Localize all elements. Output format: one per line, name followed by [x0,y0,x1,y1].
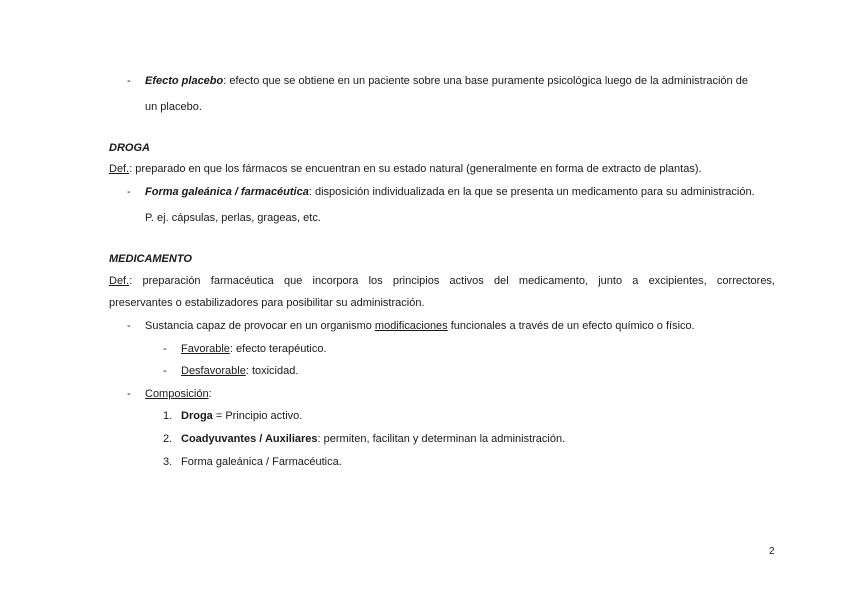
composicion-label: Composición [145,388,209,400]
def-text: : preparación farmacéutica que incorpora los principios activos del medicamento, junto a excipientes, correctores, [129,275,775,287]
composicion-colon: : [208,388,212,400]
list-item-text: Forma galeánica / Farmacéutica. [181,456,342,468]
def-text: : preparado en que los fármacos se encuentran en su estado natural (generalmente en forma de extracto de plantas). [129,163,702,175]
droga-heading: DROGA [109,142,150,154]
favorable-text: : efecto terapéutico. [229,343,327,355]
desfavorable-text: : toxicidad. [245,365,299,377]
medicamento-definition-line-2: preservantes o estabilizadores para posibilitar su administración. [109,297,425,309]
forma-text: : disposición individualizada en la que se presenta un medicamento para su administración. [308,186,755,198]
list-item-text: = Principio activo. [212,410,303,422]
sustancia-text-after: funcionales a través de un efecto químico o físico. [447,320,695,332]
list-item [181,409,302,423]
placebo-text: : efecto que se obtiene en un paciente sobre una base puramente psicológica luego de la administración de [223,75,748,87]
desfavorable-label: Desfavorable [181,365,246,377]
forma-line [145,185,755,199]
bullet-dash: - [127,75,131,87]
medicamento-heading: MEDICAMENTO [109,253,192,265]
list-item-bold: Droga [181,410,213,422]
list-item [181,432,565,446]
forma-term: Forma galeánica / farmacéutica [145,186,309,198]
desfavorable-line [181,364,298,378]
bullet-dash: - [127,320,131,332]
def-label: Def. [109,163,130,175]
list-number: 1. [163,410,173,422]
bullet-dash: - [163,365,167,377]
placebo-line-1 [145,74,748,88]
sustancia-text-before: Sustancia capaz de provocar en un organismo [145,320,375,332]
placebo-term: Efecto placebo [145,75,224,87]
forma-examples: P. ej. cápsulas, perlas, grageas, etc. [145,212,321,224]
favorable-label: Favorable [181,343,230,355]
list-item-bold: Coadyuvantes / Auxiliares [181,433,318,445]
bullet-dash: - [127,388,131,400]
bullet-dash: - [127,186,131,198]
page-number: 2 [769,546,775,557]
favorable-line [181,342,327,356]
modificaciones-term: modificaciones [374,320,448,332]
list-number: 2. [163,433,173,445]
bullet-dash: - [163,343,167,355]
droga-definition [109,162,702,176]
composicion-line [145,387,212,401]
list-item [181,455,342,469]
sustancia-line [145,319,695,333]
list-number: 3. [163,456,173,468]
medicamento-definition-line-1 [109,274,775,288]
list-item-text: : permiten, facilitan y determinan la administración. [317,433,566,445]
def-label: Def. [109,275,130,287]
placebo-line-2: un placebo. [145,101,202,113]
